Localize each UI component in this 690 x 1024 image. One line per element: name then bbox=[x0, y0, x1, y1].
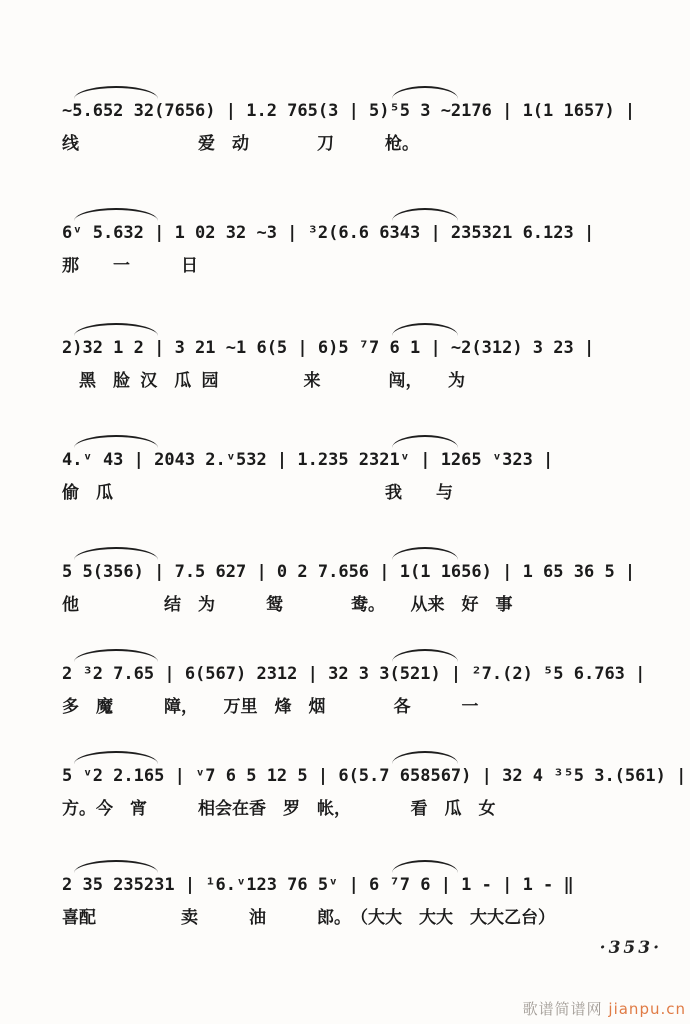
lyric-line-6: 多 魔 障， 万里 烽 烟 各 一 bbox=[62, 697, 479, 717]
system-1 bbox=[62, 84, 662, 156]
music-line-8: 2 35 235231 | ¹6.ᵛ123 76 5ᵛ | 6 ⁷7 6 | 1 - | 1 - ‖ bbox=[62, 858, 662, 898]
music-line-3: 2)32 1 2 | 3 21 ~1 6(5 | 6)5 ⁷7 6 1 | ~2(312) 3 23 | bbox=[62, 321, 662, 361]
lyric-line-4: 偷 瓜 我 与 bbox=[62, 483, 453, 503]
page-number: ·353· bbox=[599, 938, 662, 958]
music-line-1: ~5.652 32(7656) | 1.2 765(3 | 5)⁵5 3 ~2176 | 1(1 1657) | bbox=[62, 84, 662, 124]
music-line-5: 5 5(356) | 7.5 627 | 0 2 7.656 | 1(1 1656) | 1 65 36 5 | bbox=[62, 545, 662, 585]
lyric-line-5: 他 结 为 鸳 鸯。 从来 好 事 bbox=[62, 595, 513, 615]
lyric-line-3: 黑 脸 汉 瓜 园 来 闯， 为 bbox=[62, 371, 465, 391]
music-line-2: 6ᵛ 5.632 | 1 02 32 ~3 | ³2(6.6 6343 | 235321 6.123 | bbox=[62, 206, 662, 246]
system-5 bbox=[62, 545, 662, 617]
music-line-4: 4.ᵛ 43 | 2043 2.ᵛ532 | 1.235 2321ᵛ | 1265 ᵛ323 | bbox=[62, 433, 662, 473]
system-2 bbox=[62, 206, 662, 278]
system-8 bbox=[62, 858, 662, 930]
lyric-line-1: 线 爱 动 刀 枪。 bbox=[62, 134, 419, 154]
lyric-line-7: 方。今 宵 相会在香 罗 帐， 看 瓜 女 bbox=[62, 799, 496, 819]
music-line-7: 5 ᵛ2 2.165 | ᵛ7 6 5 12 5 | 6(5.7 658567) | 32 4 ³⁵5 3.(561) | bbox=[62, 749, 662, 789]
lyric-line-8: 喜配 卖 油 郎。 （大大 大大 大大乙台） bbox=[62, 908, 555, 928]
lyric-line-2: 那 一 日 bbox=[62, 256, 198, 276]
watermark-site-url: jianpu.cn bbox=[608, 1000, 686, 1018]
system-4 bbox=[62, 433, 662, 505]
watermark bbox=[523, 998, 686, 1019]
score-sheet bbox=[62, 84, 687, 970]
watermark-site-name: 歌谱简谱网 bbox=[522, 1000, 603, 1018]
system-3 bbox=[62, 321, 662, 393]
music-line-6: 2 ³2 7.65 | 6(567) 2312 | 32 3 3(521) | ²7.(2) ⁵5 6.763 | bbox=[62, 647, 662, 687]
system-6 bbox=[62, 647, 662, 719]
system-7 bbox=[62, 749, 687, 821]
